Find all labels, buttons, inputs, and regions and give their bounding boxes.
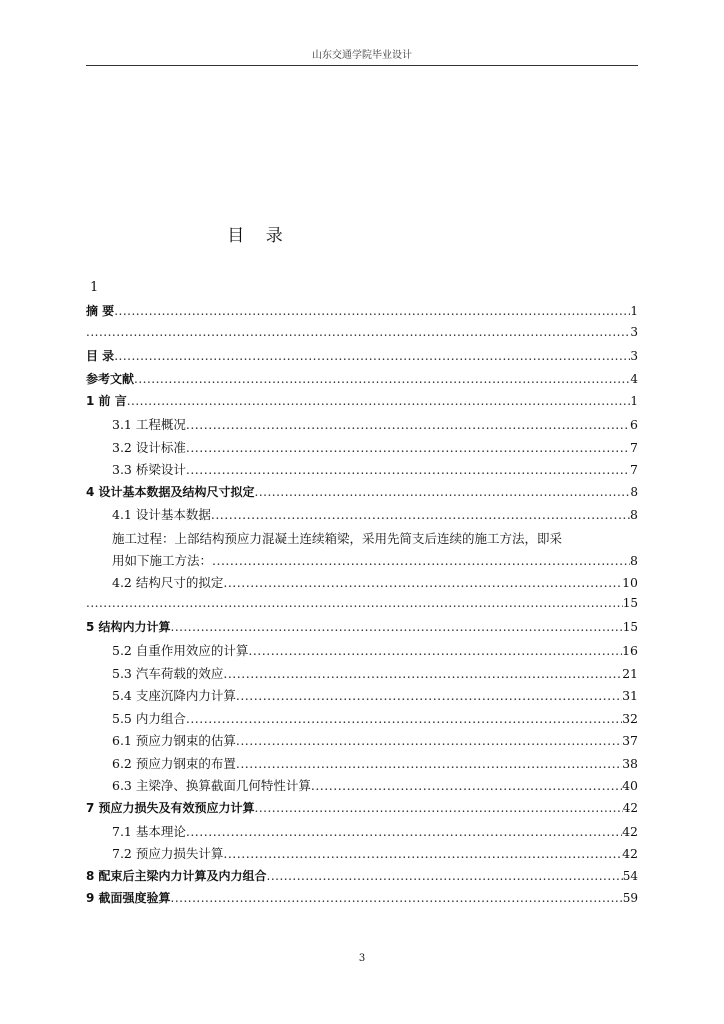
toc-entry-page: 54 [622, 868, 638, 883]
page-header: 山东交通学院毕业设计 [86, 50, 638, 66]
toc-dot-leader [311, 778, 622, 793]
toc-entry-page: 3 [630, 324, 638, 339]
toc-entry[interactable] [86, 415, 638, 438]
toc-entry-title: 5.4 支座沉降内力计算 [112, 688, 236, 704]
toc-dot-leader [114, 349, 630, 363]
toc-entry-page: 40 [622, 778, 638, 794]
toc-dot-leader [86, 596, 623, 610]
toc-entry-page: 1 [630, 304, 638, 318]
toc-entry-page: 37 [622, 733, 638, 749]
toc-dot-leader [223, 846, 622, 861]
toc-entry-title: 6.2 预应力钢束的布置 [112, 755, 236, 771]
toc-entry-title: 8 配束后主梁内力计算及内力组合 [86, 868, 267, 883]
toc-entry-title: 5.2 自重作用效应的计算 [112, 642, 249, 658]
stray-number: 1 [90, 280, 99, 295]
toc-entry-title: 5 结构内力计算 [86, 620, 171, 635]
toc-entry-page: 59 [622, 891, 638, 906]
toc-entry-title: 9 截面强度验算 [86, 891, 171, 906]
toc-entry-title: 目 录 [86, 349, 115, 364]
toc-entry[interactable] [86, 573, 638, 596]
toc-entry-page: 8 [630, 507, 638, 523]
toc-entry[interactable] [86, 754, 638, 777]
toc-dot-leader [127, 394, 631, 408]
toc-entry[interactable] [86, 867, 638, 890]
toc-dot-leader [248, 643, 622, 658]
toc-dot-leader [171, 620, 623, 634]
toc-entry-page: 10 [622, 575, 638, 591]
toc-dot-leader [236, 756, 622, 771]
toc-entry-title: 1 前 言 [86, 394, 127, 409]
page-number: 3 [358, 953, 366, 964]
toc-dot-leader [223, 575, 622, 590]
toc-entry[interactable] [86, 392, 638, 415]
toc-entry[interactable] [86, 325, 638, 348]
toc-entry[interactable] [86, 460, 638, 483]
toc-dot-leader [267, 869, 623, 883]
toc-entry-page: 38 [622, 755, 638, 771]
table-of-contents [86, 302, 638, 912]
toc-entry[interactable] [86, 889, 638, 912]
toc-entry-page: 6 [630, 416, 638, 432]
toc-entry-title: 7.2 预应力损失计算 [112, 846, 224, 862]
toc-dot-leader [186, 440, 630, 455]
toc-entry[interactable] [86, 731, 638, 754]
toc-entry-title: 4.2 结构尺寸的拟定 [112, 575, 224, 591]
toc-entry[interactable] [86, 799, 638, 822]
toc-entry-title: 摘 要 [86, 304, 115, 318]
toc-dot-leader [186, 462, 630, 477]
toc-entry[interactable] [86, 505, 638, 528]
toc-entry-page: 42 [622, 801, 638, 816]
toc-entry-title: 7 预应力损失及有效预应力计算 [86, 801, 255, 816]
toc-dot-leader [255, 801, 623, 815]
toc-entry-title: 7.1 基本理论 [112, 823, 186, 839]
toc-entry-title: 4 设计基本数据及结构尺寸拟定 [86, 484, 255, 499]
toc-entry-title: 参考文献 [86, 371, 135, 386]
toc-entry-page: 21 [622, 665, 638, 681]
toc-entry-page: 15 [622, 595, 638, 610]
toc-text-line: 施工过程：上部结构预应力混凝土连续箱梁，采用先简支后连续的施工方法，即采 [112, 530, 563, 546]
toc-entry[interactable] [86, 844, 638, 867]
toc-entry-page: 8 [630, 552, 638, 568]
toc-entry[interactable] [86, 641, 638, 664]
toc-entry-title: 6.3 主梁净、换算截面几何特性计算 [112, 778, 311, 794]
toc-dot-leader [186, 824, 622, 839]
toc-entry[interactable] [86, 822, 638, 845]
toc-entry-page: 8 [630, 484, 638, 499]
toc-entry-title: 4.1 设计基本数据 [112, 507, 211, 523]
toc-dot-leader [171, 891, 623, 905]
toc-entry[interactable] [86, 709, 638, 732]
toc-entry-page: 15 [622, 620, 638, 635]
toc-entry[interactable] [86, 302, 638, 325]
toc-entry-title: 3.3 桥梁设计 [112, 462, 186, 478]
toc-entry[interactable] [86, 596, 638, 619]
toc-dot-leader [211, 507, 630, 522]
toc-entry-page: 16 [622, 642, 638, 658]
toc-entry-page: 1 [630, 394, 638, 409]
toc-entry[interactable] [86, 686, 638, 709]
toc-entry-page: 7 [630, 439, 638, 455]
toc-entry-page: 42 [622, 846, 638, 862]
toc-entry-title: 6.1 预应力钢束的估算 [112, 733, 236, 749]
toc-dot-leader [186, 417, 630, 432]
toc-entry-page: 3 [630, 349, 638, 364]
toc-entry[interactable] [86, 776, 638, 799]
toc-entry-title: 5.3 汽车荷载的效应 [112, 665, 224, 681]
toc-entry-page: 32 [622, 710, 638, 726]
toc-dot-leader [86, 325, 630, 339]
toc-entry-title: 5.5 内力组合 [112, 710, 186, 726]
toc-dot-leader [236, 733, 622, 748]
toc-dot-leader [114, 304, 630, 318]
toc-title: 目 录 [227, 226, 291, 246]
toc-entry-page: 7 [630, 462, 638, 478]
toc-entry[interactable] [86, 618, 638, 641]
toc-entry-page: 31 [622, 688, 638, 704]
toc-entry-title: 3.2 设计标准 [112, 439, 186, 455]
toc-entry-page: 42 [622, 823, 638, 839]
toc-entry[interactable] [86, 483, 638, 506]
toc-dot-leader [223, 666, 622, 681]
toc-dot-leader [236, 688, 622, 703]
toc-dot-leader [186, 711, 622, 726]
toc-entry-page: 4 [630, 371, 638, 386]
toc-entry[interactable] [86, 347, 638, 370]
toc-entry[interactable] [86, 551, 638, 574]
toc-entry-title: 用如下施工方法： [112, 552, 213, 568]
toc-dot-leader [255, 485, 631, 499]
toc-entry[interactable] [86, 370, 638, 393]
toc-entry-title: 3.1 工程概况 [112, 416, 186, 432]
toc-entry[interactable] [86, 664, 638, 687]
toc-dot-leader [212, 553, 630, 568]
toc-entry[interactable] [86, 438, 638, 461]
toc-dot-leader [134, 372, 630, 386]
